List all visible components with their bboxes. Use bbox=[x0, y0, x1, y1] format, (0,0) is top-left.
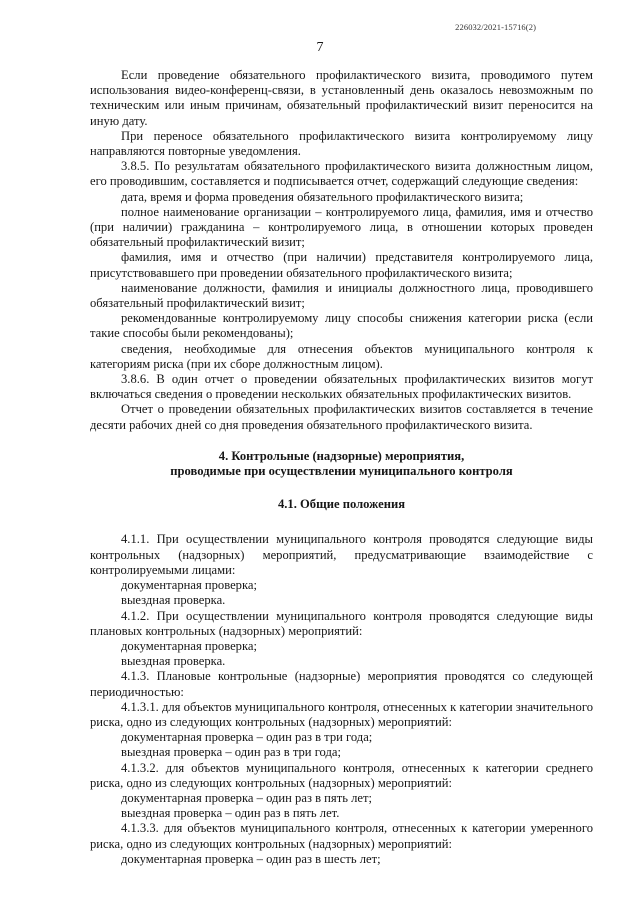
subsection-title: 4.1. Общие положения bbox=[277, 497, 406, 512]
list-item: выездная проверка – один раз в пять лет. bbox=[121, 806, 340, 821]
paragraph: 4.1.3.3. для объектов муниципального контроля, отнесенных к категории умеренного риска, одно из следующих контрольных (надзорных) мероприятий: bbox=[90, 821, 593, 851]
list-item: документарная проверка – один раз в три года; bbox=[121, 730, 373, 745]
list-item: выездная проверка. bbox=[121, 593, 226, 608]
paragraph: Если проведение обязательного профилактического визита, проводимого путем использования видео-конференц-связи, в установленный день оказалось невозможным по техническим или иным причинам, обязательный профилактический визит переносится на иную дату. bbox=[90, 68, 593, 128]
list-item: выездная проверка – один раз в три года; bbox=[121, 745, 341, 760]
list-item: документарная проверка – один раз в пять лет; bbox=[121, 790, 372, 805]
list-item: полное наименование организации – контролируемого лица, фамилия, имя и отчество (при наличии) гражданина – контролируемого лица, в отношении которых проведен обязательный профилактический визит; bbox=[90, 204, 593, 250]
section-title-line-2: проводимые при осуществлении муниципального контроля bbox=[170, 464, 513, 479]
paragraph: Отчет о проведении обязательных профилактических визитов составляется в течение десяти рабочих дней со дня проведения обязательного профилактического визита. bbox=[90, 402, 593, 432]
paragraph: 4.1.3. Плановые контрольные (надзорные) мероприятия проводятся со следующей периодичностью: bbox=[90, 669, 593, 699]
paragraph: При переносе обязательного профилактического визита контролируемому лицу направляются повторные уведомления. bbox=[90, 128, 593, 159]
list-item: фамилия, имя и отчество (при наличии) представителя контролируемого лица, присутствовавшего при проведении обязательного профилактического визита; bbox=[90, 250, 593, 280]
paragraph: 3.8.6. В один отчет о проведении обязательных профилактических визитов могут включаться сведения о проведении нескольких обязательных профилактических визитов. bbox=[90, 372, 593, 402]
page-number: 7 bbox=[316, 40, 324, 55]
list-item: сведения, необходимые для отнесения объектов муниципального контроля к категориям риска (при их сборе должностным лицом). bbox=[90, 341, 593, 371]
paragraph: 4.1.3.1. для объектов муниципального контроля, отнесенных к категории значительного риска, одно из следующих контрольных (надзорных) мероприятий: bbox=[90, 699, 593, 729]
list-item: документарная проверка; bbox=[121, 578, 257, 593]
list-item: документарная проверка; bbox=[121, 638, 257, 653]
section-title-line-1: 4. Контрольные (надзорные) мероприятия, bbox=[218, 448, 465, 463]
list-item: документарная проверка – один раз в шесть лет; bbox=[121, 851, 381, 866]
paragraph: 4.1.1. При осуществлении муниципального контроля проводятся следующие виды контрольных (надзорных) мероприятий, предусматривающие взаимодействие с контролируемыми лицами: bbox=[90, 532, 593, 577]
paragraph: 4.1.3.2. для объектов муниципального контроля, отнесенных к категории среднего риска, одно из следующих контрольных (надзорных) мероприятий: bbox=[90, 760, 593, 790]
list-item: рекомендованные контролируемому лицу способы снижения категории риска (если такие способы были рекомендованы); bbox=[90, 311, 593, 341]
paragraph: 4.1.2. При осуществлении муниципального контроля проводятся следующие виды плановых контрольных (надзорных) мероприятий: bbox=[90, 608, 593, 638]
list-item: наименование должности, фамилия и инициалы должностного лица, проводившего обязательный профилактический визит; bbox=[90, 280, 593, 311]
paragraph: 3.8.5. По результатам обязательного профилактического визита должностным лицом, его проводившим, составляется и подписывается отчет, содержащий следующие сведения: bbox=[90, 159, 593, 189]
list-item: выездная проверка. bbox=[121, 654, 226, 669]
document-id: 226032/2021-15716(2) bbox=[455, 22, 536, 32]
document-body bbox=[90, 68, 593, 867]
list-item: дата, время и форма проведения обязательного профилактического визита; bbox=[121, 189, 524, 204]
